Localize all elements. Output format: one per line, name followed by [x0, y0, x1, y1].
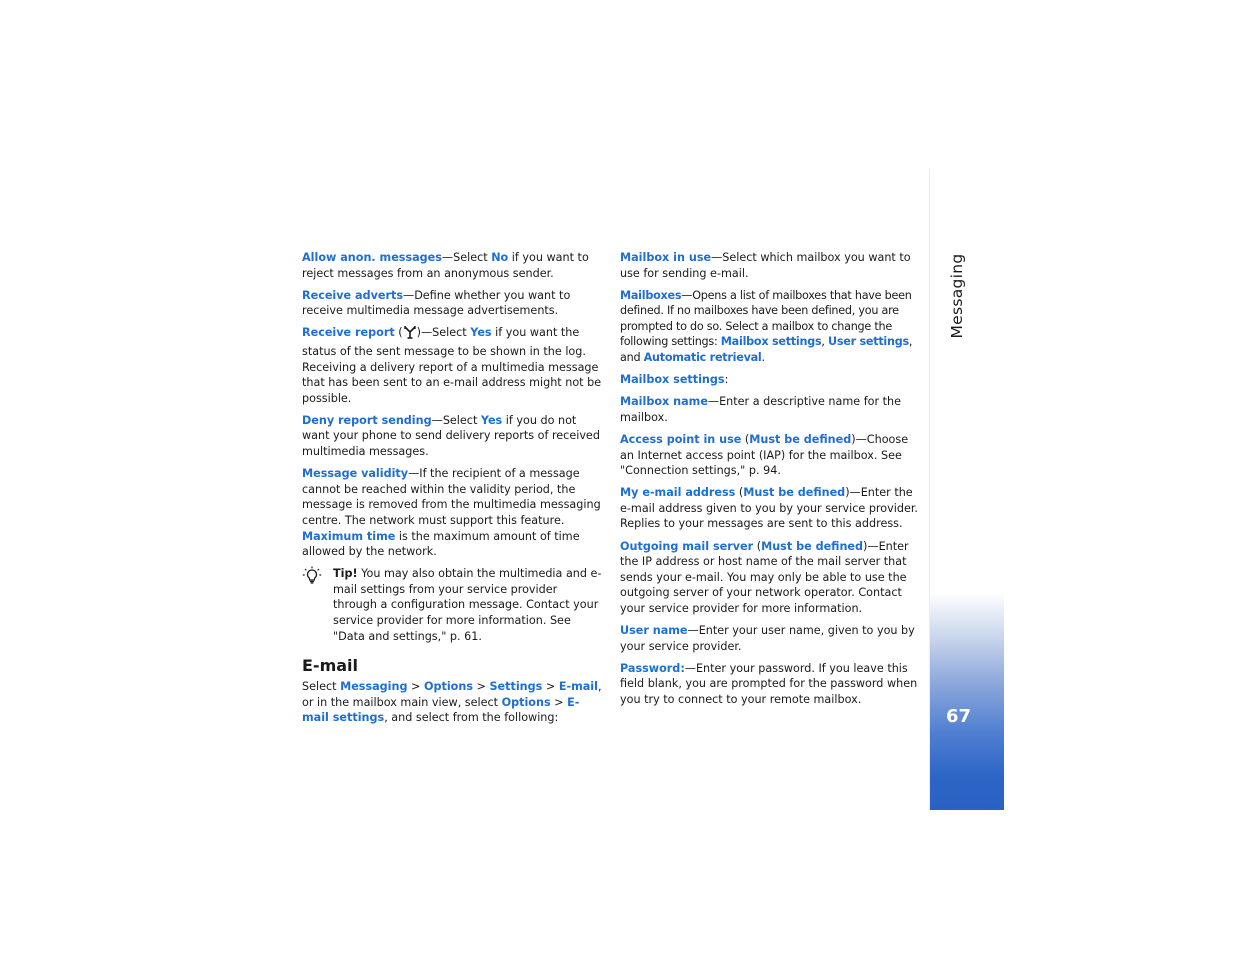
setting-text: —Enter your password. If you leave this field blank, you are prompted for the password when you try to connect to your remote mailbox. [620, 661, 918, 706]
setting-access-point [620, 432, 922, 479]
setting-term: Mailboxes [620, 288, 682, 302]
left-column [302, 250, 602, 732]
setting-text: : [724, 373, 729, 387]
menu-path-item: E-mail [558, 680, 598, 694]
setting-allow-anon-messages [302, 250, 602, 281]
intro-text: , and select from the following: [384, 711, 559, 725]
required-flag: Must be defined [743, 486, 846, 500]
required-flag: Must be defined [749, 432, 852, 446]
setting-text: —Opens a list of mailboxes that have been defined. If no mailboxes have been defined, you are prompted to do so. Select a mailbox to change the following settings: [620, 288, 912, 349]
tip-box [302, 566, 602, 644]
setting-text: is the maximum amount of time allowed by the network. [302, 529, 580, 559]
tip-label: Tip! [333, 567, 358, 581]
setting-mailbox-in-use [620, 250, 922, 281]
setting-receive-report [302, 325, 602, 406]
setting-receive-adverts [302, 288, 602, 319]
right-column [620, 250, 922, 714]
setting-outgoing-mail-server [620, 539, 922, 617]
path-separator: > [473, 680, 490, 694]
option-value: No [491, 251, 509, 264]
menu-path-item: Messaging [340, 680, 408, 694]
intro-text: Select [302, 680, 341, 694]
setting-mailbox-settings [620, 372, 922, 388]
menu-path-item: Options [423, 680, 473, 694]
setting-term: Mailbox in use [620, 251, 712, 264]
setting-deny-report-sending [302, 413, 602, 460]
setting-term: My e-mail address [620, 486, 736, 500]
email-intro [302, 679, 602, 726]
setting-mailboxes [620, 288, 922, 366]
setting-term: Receive adverts [302, 288, 403, 302]
path-separator: > [407, 680, 424, 694]
setting-term: Deny report sending [302, 413, 432, 427]
setting-term: Password: [620, 661, 685, 675]
setting-term: User name [620, 623, 688, 637]
menu-path-item: Settings [489, 680, 543, 694]
setting-text: )—Select [416, 326, 471, 340]
setting-text: )—Enter the e-mail address given to you by your service provider. Replies to your messages are sent to this address. [620, 486, 918, 531]
intro-text: , or in the mailbox main view, select [302, 680, 602, 709]
setting-text: ( [735, 486, 744, 500]
setting-text: )—Enter the IP address or host name of the mail server that sends your e-mail. You may only be able to use the outgoing server of your network operator. Contact your service provider for more information. [620, 539, 909, 615]
setting-text: if you do not want your phone to send delivery reports of received multimedia messages. [302, 413, 600, 459]
tip-text [333, 566, 602, 644]
option-value: Automatic retrieval [643, 351, 762, 365]
setting-text: ( [394, 326, 403, 340]
menu-path-item: E-mail settings [302, 695, 580, 725]
setting-term: Message validity [302, 467, 409, 481]
sidebar-divider [929, 169, 930, 810]
setting-text: —Select [431, 413, 481, 427]
setting-mailbox-name [620, 394, 922, 425]
path-separator: > [550, 695, 568, 709]
setting-text: —Select which mailbox you want to use for sending e-mail. [620, 251, 911, 280]
setting-text: )—Choose an Internet access point (IAP) for the mailbox. See "Connection settings," p. 94. [620, 432, 909, 478]
setting-term: Outgoing mail server [620, 539, 754, 553]
setting-text: —Define whether you want to receive multimedia message advertisements. [302, 288, 571, 318]
setting-term: Access point in use [620, 432, 742, 446]
option-value: User settings [828, 335, 909, 349]
required-flag: Must be defined [761, 539, 864, 553]
lightbulb-icon [302, 566, 333, 644]
setting-term: Mailbox name [620, 395, 708, 409]
setting-text: , and [620, 335, 913, 365]
setting-text: —Enter a descriptive name for the mailbox. [620, 395, 902, 424]
setting-text: , [821, 335, 828, 349]
antenna-icon [403, 325, 417, 344]
setting-user-name [620, 623, 922, 654]
option-value: Maximum time [302, 529, 396, 543]
menu-path-item: Options [501, 695, 551, 709]
setting-message-validity [302, 466, 602, 560]
setting-text: —Enter your user name, given to you by your service provider. [620, 623, 915, 653]
setting-my-email-address [620, 485, 922, 532]
setting-term: Allow anon. messages [302, 251, 442, 264]
setting-password [620, 661, 922, 708]
setting-term: Mailbox settings [620, 373, 725, 387]
option-value: Mailbox settings [720, 335, 822, 349]
setting-text: —Select [441, 251, 492, 264]
setting-text: ( [753, 539, 762, 553]
setting-term: Receive report [302, 326, 395, 340]
setting-text: —If the recipient of a message cannot be reached within the validity period, the message is removed from the multimedia messaging centre. The network must support this feature. [302, 467, 601, 527]
option-value: Yes [470, 326, 492, 340]
section-label: Messaging [948, 253, 966, 339]
path-separator: > [542, 680, 559, 694]
setting-text: if you want the status of the sent message to be shown in the log. Receiving a delivery report of a multimedia message that has been sent to an e-mail address might not be possible. [302, 326, 602, 405]
setting-text: ( [741, 432, 750, 446]
option-value: Yes [480, 413, 503, 427]
setting-text: if you want to reject messages from an anonymous sender. [302, 251, 589, 280]
page-number: 67 [946, 706, 972, 727]
tip-body: You may also obtain the multimedia and e-mail settings from your service provider through a configuration message. Contact your service provider for more information. See "Data and settings," p. 61. [333, 567, 602, 643]
setting-text: . [761, 351, 765, 365]
email-heading: E-mail [302, 656, 359, 676]
